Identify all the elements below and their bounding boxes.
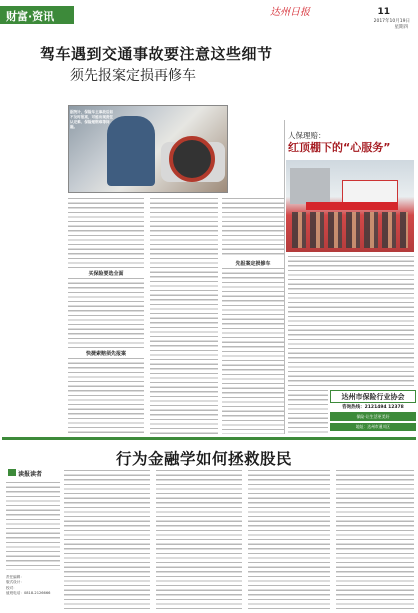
side-story-body-end <box>288 390 328 434</box>
section-label: 财富·资讯 <box>6 10 55 23</box>
opinion-body-column-4 <box>336 470 414 610</box>
lead-body-column-2 <box>150 198 218 434</box>
editor-line: 版式设计： <box>6 580 24 585</box>
editor-credits <box>6 575 60 597</box>
photo-caption: 据统计，保险车主事故后如不及时报案，可能出现责任认定难、保险理赔难等问题。 <box>70 110 114 129</box>
lead-body-column-1c <box>68 358 144 434</box>
photo-building <box>290 168 330 204</box>
lead-subhead-1: 买保险要选全面 <box>88 271 124 277</box>
section-tab <box>0 6 74 24</box>
editor-line: 值班电话：0818-2126666 <box>6 591 51 596</box>
side-story-body <box>288 256 414 386</box>
side-story-title: 红顶棚下的“心服务” <box>288 141 391 154</box>
insurance-association-ad <box>330 390 416 432</box>
column-tag: 读报读者 <box>18 471 43 478</box>
lead-body-column-3b <box>222 268 284 434</box>
editor-line: 责任编辑： <box>6 575 24 579</box>
section-divider <box>2 437 416 440</box>
photo-banner <box>306 202 398 210</box>
issue-weekday: 星期四 <box>394 25 408 30</box>
ad-hotline: 咨询热线：2121494 12378 <box>342 405 404 410</box>
photo-crowd <box>292 212 408 248</box>
ad-address: 地址：达州市通川区 <box>330 423 416 431</box>
opinion-body-column-3 <box>248 470 330 610</box>
column-divider <box>284 120 285 434</box>
lead-headline: 驾车遇到交通事故要注意这些细节 <box>40 45 273 63</box>
masthead-info <box>270 3 410 33</box>
lead-body-column-3a <box>222 198 284 258</box>
issue-date: 2017年10月19日 <box>373 19 410 24</box>
masthead <box>0 0 418 36</box>
ad-slogan: 保险·让生活更美好 <box>330 412 416 421</box>
photo-officer-figure <box>107 116 155 186</box>
column-tag-icon <box>8 469 16 476</box>
opinion-body-column-1 <box>64 470 150 610</box>
lead-body-column-1b <box>68 278 144 348</box>
opinion-headline: 行为金融学如何拯救股民 <box>116 450 293 468</box>
lead-subheadline: 须先报案定损再修车 <box>70 68 196 84</box>
opinion-body-column-2 <box>156 470 242 610</box>
lead-subhead-3: 先报案定损修车 <box>235 261 271 267</box>
editor-line: 校对： <box>6 585 17 590</box>
photo-wheel-figure <box>169 136 215 182</box>
lead-body-column-1a <box>68 198 144 268</box>
photo-tent <box>342 180 398 204</box>
opinion-intro-column <box>6 482 60 570</box>
ad-company-name: 达州市保险行业协会 <box>330 390 416 403</box>
lead-subhead-2: 快捷索赔须先报案 <box>85 351 126 357</box>
paper-name: 达州日报 <box>270 7 310 18</box>
page-number: 11 <box>377 7 390 17</box>
side-story-label: 人保理赔： <box>288 131 326 140</box>
side-story-photo <box>286 160 414 252</box>
